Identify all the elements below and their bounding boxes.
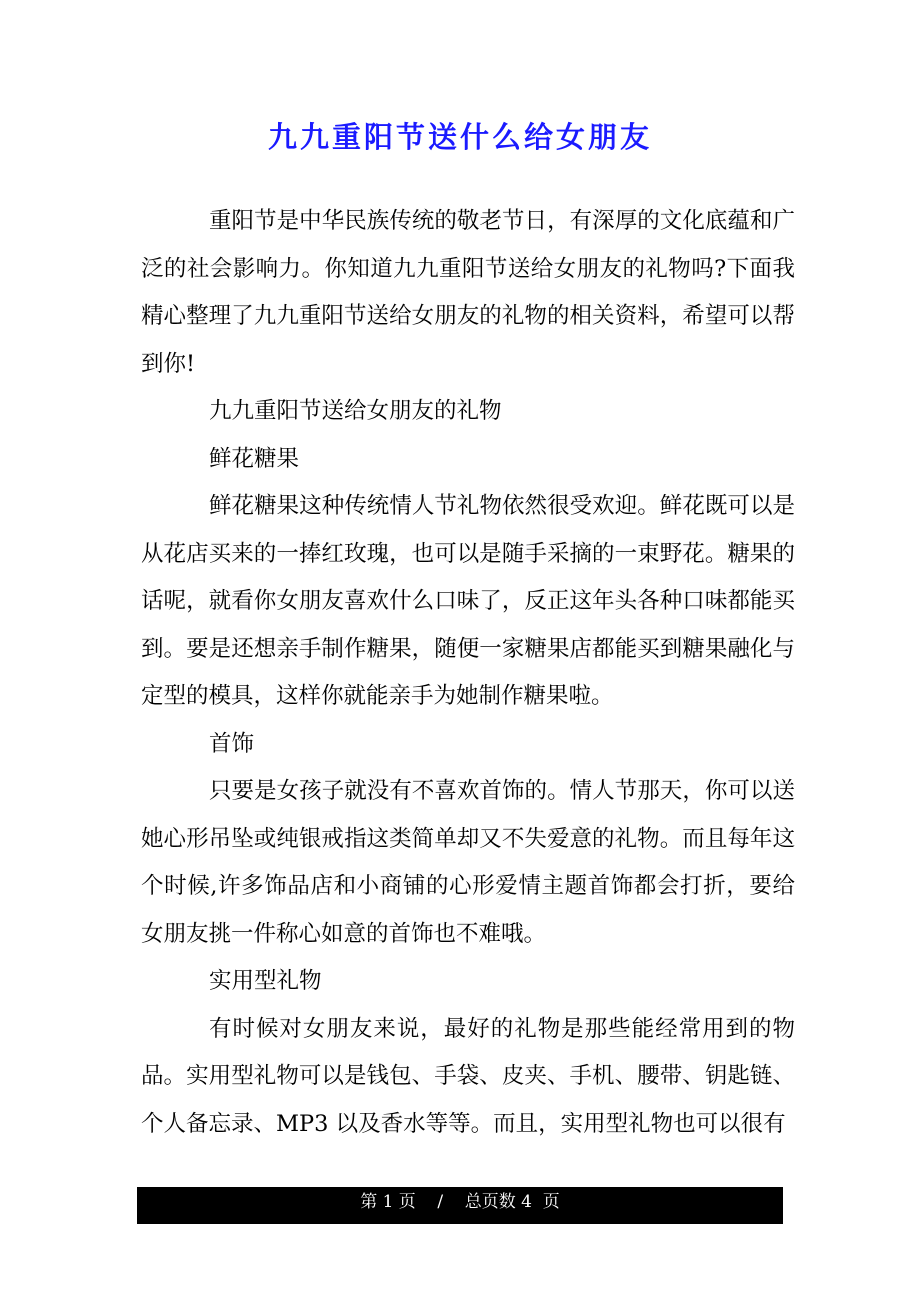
page-footer xyxy=(137,1187,783,1224)
document-body xyxy=(141,198,795,1148)
subheading-jewelry: 首饰 xyxy=(209,730,255,757)
practical-gifts-paragraph: 有时候对女朋友来说，最好的礼物是那些能经常用到的物品。实用型礼物可以是钱包、手袋、皮夹、手机、腰带、钥匙链、个人备忘录、MP3 以及香水等等。而且，实用型礼物也可以很有 xyxy=(141,1015,795,1137)
subheading-flowers-candy: 鲜花糖果 xyxy=(209,445,300,472)
section-heading-gifts: 九九重阳节送给女朋友的礼物 xyxy=(209,398,502,424)
flowers-candy-paragraph: 鲜花糖果这种传统情人节礼物依然很受欢迎。鲜花既可以是从花店买来的一捧红玫瑰，也可以是随手采摘的一束野花。糖果的话呢，就看你女朋友喜欢什么口味了，反正这年头各种口味都能买到。要是还想亲手制作糖果，随便一家糖果店都能买到糖果融化与定型的模具，这样你就能亲手为她制作糖果啦。 xyxy=(141,493,795,709)
page-title: 九九重阳节送什么给女朋友 xyxy=(267,120,652,154)
subheading-practical-gifts: 实用型礼物 xyxy=(209,968,322,994)
jewelry-paragraph: 只要是女孩子就没有不喜欢首饰的。情人节那天，你可以送她心形吊坠或纯银戒指这类简单却又不失爱意的礼物。而且每年这个时候,许多饰品店和小商铺的心形爱情主题首饰都会打折，要给女朋友挑一件称心如意的首饰也不难哦。 xyxy=(141,778,795,947)
intro-paragraph: 重阳节是中华民族传统的敬老节日，有深厚的文化底蕴和广泛的社会影响力。你知道九九重阳节送给女朋友的礼物吗?下面我精心整理了九九重阳节送给女朋友的礼物的相关资料，希望可以帮到你! xyxy=(141,208,795,377)
page-number: 第 1 页 / 总页数 4 页 xyxy=(360,1192,560,1212)
